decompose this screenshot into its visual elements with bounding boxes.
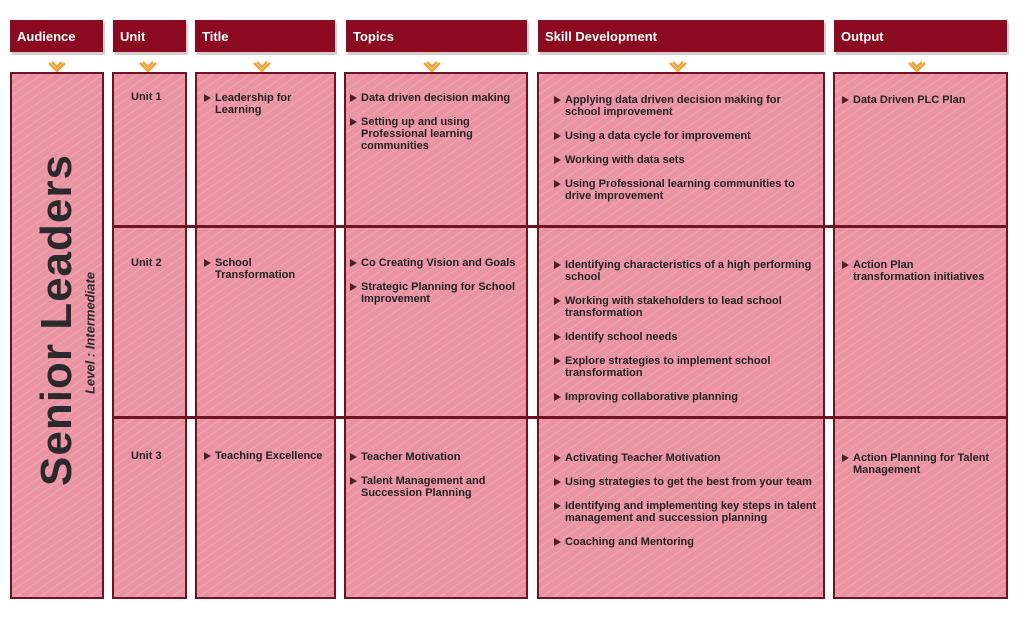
header-output: Output — [834, 20, 1007, 52]
header-unit: Unit — [113, 20, 186, 52]
topic-item: Talent Management and Succession Planning — [350, 475, 522, 499]
skill-item: Using Professional learning communities to drive improvement — [554, 178, 816, 202]
skill-item: Identifying characteristics of a high performing school — [554, 259, 816, 283]
skill-item: Working with stakeholders to lead school transformation — [554, 295, 816, 319]
skills-list — [554, 94, 816, 214]
topic-item: Strategic Planning for School Improvement — [350, 281, 522, 305]
output-column — [833, 72, 1008, 599]
unit-label: Unit 2 — [131, 257, 162, 269]
skill-item: Identifying and implementing key steps in talent management and succession planning — [554, 500, 818, 524]
skill-item: Improving collaborative planning — [554, 391, 816, 403]
topic-item: Co Creating Vision and Goals — [350, 257, 522, 269]
skill-item: Identify school needs — [554, 331, 816, 343]
topic-item: Teacher Motivation — [350, 451, 522, 463]
title-item: Teaching Excellence — [204, 450, 334, 462]
title-item: School Transformation — [204, 257, 324, 281]
unit-title — [204, 92, 324, 116]
skill-item: Activating Teacher Motivation — [554, 452, 818, 464]
header-audience: Audience — [10, 20, 103, 52]
unit-label: Unit 1 — [131, 91, 162, 103]
topic-item: Setting up and using Professional learning communities — [350, 116, 522, 152]
topics-list — [350, 451, 522, 511]
output-cell — [842, 259, 992, 283]
skill-item: Coaching and Mentoring — [554, 536, 818, 548]
row-divider — [112, 225, 1008, 228]
output-cell — [842, 94, 1000, 106]
unit-title — [204, 257, 324, 281]
unit-label: Unit 3 — [131, 450, 162, 462]
skill-item: Using strategies to get the best from your team — [554, 476, 818, 488]
header-skill-development: Skill Development — [538, 20, 824, 52]
row-divider — [112, 416, 1008, 419]
topics-list — [350, 92, 522, 164]
title-item: Leadership for Learning — [204, 92, 324, 116]
topics-list — [350, 257, 522, 317]
skills-list — [554, 259, 816, 415]
audience-name: Senior Leaders — [32, 154, 81, 486]
output-cell — [842, 452, 992, 476]
skill-item: Applying data driven decision making for school improvement — [554, 94, 816, 118]
unit-column — [112, 72, 187, 599]
title-column — [195, 72, 336, 599]
output-item: Action Planning for Talent Management — [842, 452, 992, 476]
output-item: Data Driven PLC Plan — [842, 94, 1000, 106]
header-topics: Topics — [346, 20, 527, 52]
skill-item: Working with data sets — [554, 154, 816, 166]
topic-item: Data driven decision making — [350, 92, 522, 104]
header-title: Title — [195, 20, 335, 52]
output-item: Action Plan transformation initiatives — [842, 259, 992, 283]
skill-item: Using a data cycle for improvement — [554, 130, 816, 142]
skills-list — [554, 452, 818, 560]
skill-item: Explore strategies to implement school transformation — [554, 355, 816, 379]
unit-title — [204, 450, 334, 462]
audience-level: Level : Intermediate — [82, 271, 98, 395]
